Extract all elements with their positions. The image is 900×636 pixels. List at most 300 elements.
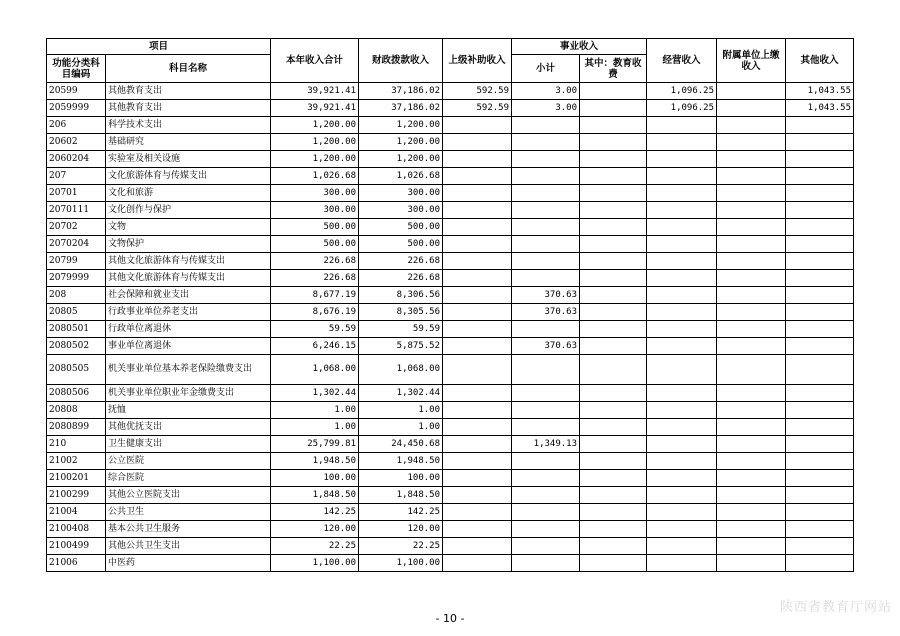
code-cell: 2080899 — [47, 419, 106, 436]
fiscal-cell: 1,200.00 — [359, 117, 443, 134]
other-cell — [786, 219, 854, 236]
fiscal-cell: 500.00 — [359, 219, 443, 236]
subtotal-cell — [512, 185, 580, 202]
education-fee-cell — [580, 402, 647, 419]
total-cell: 226.68 — [271, 253, 359, 270]
affiliated-cell — [717, 270, 786, 287]
fiscal-cell: 300.00 — [359, 202, 443, 219]
superior-cell — [443, 555, 512, 572]
other-cell — [786, 453, 854, 470]
affiliated-cell — [717, 338, 786, 355]
subtotal-cell: 3.00 — [512, 83, 580, 100]
operating-cell — [647, 202, 717, 219]
subtotal-cell — [512, 402, 580, 419]
table-row — [47, 287, 854, 304]
other-cell — [786, 385, 854, 402]
other-cell — [786, 287, 854, 304]
superior-cell — [443, 355, 512, 385]
fiscal-cell: 1,302.44 — [359, 385, 443, 402]
total-cell: 1,068.00 — [271, 355, 359, 385]
subtotal-cell: 1,349.13 — [512, 436, 580, 453]
education-fee-cell — [580, 385, 647, 402]
header-superior: 上级补助收入 — [443, 39, 512, 83]
operating-cell: 1,096.25 — [647, 100, 717, 117]
subtotal-cell — [512, 419, 580, 436]
fiscal-cell: 1,026.68 — [359, 168, 443, 185]
name-cell: 机关事业单位职业年金缴费支出 — [106, 385, 271, 402]
code-cell: 2080502 — [47, 338, 106, 355]
name-cell: 中医药 — [106, 555, 271, 572]
table-row — [47, 521, 854, 538]
affiliated-cell — [717, 521, 786, 538]
subtotal-cell — [512, 117, 580, 134]
total-cell: 1,948.50 — [271, 453, 359, 470]
affiliated-cell — [717, 83, 786, 100]
total-cell: 142.25 — [271, 504, 359, 521]
education-fee-cell — [580, 270, 647, 287]
fiscal-cell: 300.00 — [359, 185, 443, 202]
operating-cell — [647, 321, 717, 338]
name-cell: 科学技术支出 — [106, 117, 271, 134]
subtotal-cell — [512, 253, 580, 270]
fiscal-cell: 8,305.56 — [359, 304, 443, 321]
superior-cell — [443, 419, 512, 436]
name-cell: 基础研究 — [106, 134, 271, 151]
other-cell — [786, 151, 854, 168]
affiliated-cell — [717, 321, 786, 338]
other-cell — [786, 253, 854, 270]
total-cell: 1,200.00 — [271, 134, 359, 151]
total-cell: 1,100.00 — [271, 555, 359, 572]
total-cell: 8,676.19 — [271, 304, 359, 321]
code-cell: 2070204 — [47, 236, 106, 253]
total-cell: 1.00 — [271, 402, 359, 419]
name-cell: 文化和旅游 — [106, 185, 271, 202]
fiscal-cell: 1,848.50 — [359, 487, 443, 504]
other-cell — [786, 236, 854, 253]
affiliated-cell — [717, 470, 786, 487]
superior-cell — [443, 287, 512, 304]
code-cell: 20702 — [47, 219, 106, 236]
table-row — [47, 385, 854, 402]
fiscal-cell: 120.00 — [359, 521, 443, 538]
other-cell — [786, 304, 854, 321]
code-cell: 2079999 — [47, 270, 106, 287]
operating-cell — [647, 117, 717, 134]
education-fee-cell — [580, 168, 647, 185]
affiliated-cell — [717, 487, 786, 504]
total-cell: 120.00 — [271, 521, 359, 538]
code-cell: 20599 — [47, 83, 106, 100]
code-cell: 21006 — [47, 555, 106, 572]
other-cell — [786, 487, 854, 504]
affiliated-cell — [717, 134, 786, 151]
other-cell — [786, 470, 854, 487]
fiscal-cell: 24,450.68 — [359, 436, 443, 453]
code-cell: 20799 — [47, 253, 106, 270]
fiscal-cell: 1,200.00 — [359, 151, 443, 168]
name-cell: 实验室及相关设施 — [106, 151, 271, 168]
affiliated-cell — [717, 202, 786, 219]
subtotal-cell — [512, 453, 580, 470]
education-fee-cell — [580, 287, 647, 304]
name-cell: 事业单位离退休 — [106, 338, 271, 355]
name-cell: 文物保护 — [106, 236, 271, 253]
affiliated-cell — [717, 304, 786, 321]
operating-cell — [647, 168, 717, 185]
other-cell — [786, 504, 854, 521]
header-subject-name: 科目名称 — [106, 55, 271, 83]
name-cell: 行政事业单位养老支出 — [106, 304, 271, 321]
operating-cell — [647, 504, 717, 521]
table-row — [47, 436, 854, 453]
total-cell: 300.00 — [271, 202, 359, 219]
education-fee-cell — [580, 304, 647, 321]
education-fee-cell — [580, 321, 647, 338]
superior-cell — [443, 151, 512, 168]
table-row — [47, 321, 854, 338]
total-cell: 1,026.68 — [271, 168, 359, 185]
education-fee-cell — [580, 236, 647, 253]
table-row — [47, 555, 854, 572]
code-cell: 20602 — [47, 134, 106, 151]
operating-cell — [647, 270, 717, 287]
subtotal-cell — [512, 504, 580, 521]
table-row — [47, 236, 854, 253]
affiliated-cell — [717, 117, 786, 134]
other-cell — [786, 436, 854, 453]
total-cell: 59.59 — [271, 321, 359, 338]
code-cell: 2080501 — [47, 321, 106, 338]
education-fee-cell — [580, 504, 647, 521]
table-row — [47, 151, 854, 168]
name-cell: 机关事业单位基本养老保险缴费支出 — [106, 355, 271, 385]
header-education-fee: 其中：教育收费 — [580, 55, 647, 83]
operating-cell — [647, 487, 717, 504]
education-fee-cell — [580, 470, 647, 487]
name-cell: 基本公共卫生服务 — [106, 521, 271, 538]
name-cell: 文化旅游体育与传媒支出 — [106, 168, 271, 185]
header-total-income: 本年收入合计 — [271, 39, 359, 83]
fiscal-cell: 5,875.52 — [359, 338, 443, 355]
operating-cell — [647, 419, 717, 436]
superior-cell — [443, 338, 512, 355]
header-item: 项目 — [47, 39, 271, 55]
table-row — [47, 304, 854, 321]
table-row — [47, 419, 854, 436]
header-subtotal: 小计 — [512, 55, 580, 83]
subtotal-cell — [512, 555, 580, 572]
total-cell: 100.00 — [271, 470, 359, 487]
fiscal-cell: 226.68 — [359, 253, 443, 270]
name-cell: 其他公共卫生支出 — [106, 538, 271, 555]
subtotal-cell — [512, 385, 580, 402]
superior-cell — [443, 436, 512, 453]
total-cell: 39,921.41 — [271, 100, 359, 117]
code-cell: 20701 — [47, 185, 106, 202]
other-cell — [786, 202, 854, 219]
other-cell — [786, 555, 854, 572]
superior-cell — [443, 487, 512, 504]
table-row — [47, 470, 854, 487]
table-row — [47, 338, 854, 355]
table-row — [47, 83, 854, 100]
total-cell: 226.68 — [271, 270, 359, 287]
education-fee-cell — [580, 419, 647, 436]
total-cell: 500.00 — [271, 219, 359, 236]
superior-cell — [443, 321, 512, 338]
subtotal-cell: 370.63 — [512, 338, 580, 355]
fiscal-cell: 22.25 — [359, 538, 443, 555]
operating-cell — [647, 236, 717, 253]
operating-cell — [647, 521, 717, 538]
total-cell: 500.00 — [271, 236, 359, 253]
superior-cell — [443, 504, 512, 521]
affiliated-cell — [717, 355, 786, 385]
superior-cell — [443, 453, 512, 470]
superior-cell — [443, 185, 512, 202]
superior-cell — [443, 521, 512, 538]
fiscal-cell: 226.68 — [359, 270, 443, 287]
page-number: - 10 - — [435, 612, 465, 625]
operating-cell — [647, 538, 717, 555]
education-fee-cell — [580, 521, 647, 538]
name-cell: 公共卫生 — [106, 504, 271, 521]
education-fee-cell — [580, 436, 647, 453]
table-row — [47, 219, 854, 236]
subtotal-cell — [512, 321, 580, 338]
superior-cell — [443, 117, 512, 134]
total-cell: 8,677.19 — [271, 287, 359, 304]
table-row — [47, 487, 854, 504]
operating-cell — [647, 134, 717, 151]
code-cell: 2070111 — [47, 202, 106, 219]
code-cell: 207 — [47, 168, 106, 185]
code-cell: 2080505 — [47, 355, 106, 385]
affiliated-cell — [717, 504, 786, 521]
table-row — [47, 117, 854, 134]
subtotal-cell: 370.63 — [512, 287, 580, 304]
table-row — [47, 134, 854, 151]
education-fee-cell — [580, 83, 647, 100]
total-cell: 39,921.41 — [271, 83, 359, 100]
superior-cell — [443, 270, 512, 287]
subtotal-cell — [512, 487, 580, 504]
table-body — [47, 83, 854, 572]
education-fee-cell — [580, 151, 647, 168]
header-business: 事业收入 — [512, 39, 647, 55]
code-cell: 21002 — [47, 453, 106, 470]
name-cell: 其他文化旅游体育与传媒支出 — [106, 270, 271, 287]
total-cell: 1.00 — [271, 419, 359, 436]
fiscal-cell: 37,186.02 — [359, 83, 443, 100]
code-cell: 2100299 — [47, 487, 106, 504]
table-row — [47, 453, 854, 470]
header-affiliated: 附属单位上缴收入 — [717, 39, 786, 83]
other-cell — [786, 134, 854, 151]
fiscal-cell: 1.00 — [359, 419, 443, 436]
affiliated-cell — [717, 453, 786, 470]
subtotal-cell — [512, 470, 580, 487]
name-cell: 其他文化旅游体育与传媒支出 — [106, 253, 271, 270]
table-row — [47, 538, 854, 555]
operating-cell — [647, 253, 717, 270]
name-cell: 其他教育支出 — [106, 83, 271, 100]
subtotal-cell — [512, 521, 580, 538]
superior-cell — [443, 134, 512, 151]
name-cell: 抚恤 — [106, 402, 271, 419]
operating-cell — [647, 304, 717, 321]
fiscal-cell: 37,186.02 — [359, 100, 443, 117]
subtotal-cell: 3.00 — [512, 100, 580, 117]
code-cell: 2060204 — [47, 151, 106, 168]
operating-cell: 1,096.25 — [647, 83, 717, 100]
name-cell: 综合医院 — [106, 470, 271, 487]
code-cell: 2100408 — [47, 521, 106, 538]
education-fee-cell — [580, 555, 647, 572]
fiscal-cell: 1,100.00 — [359, 555, 443, 572]
other-cell — [786, 402, 854, 419]
name-cell: 行政单位离退休 — [106, 321, 271, 338]
superior-cell — [443, 253, 512, 270]
total-cell: 1,848.50 — [271, 487, 359, 504]
code-cell: 20805 — [47, 304, 106, 321]
superior-cell — [443, 470, 512, 487]
affiliated-cell — [717, 385, 786, 402]
superior-cell: 592.59 — [443, 100, 512, 117]
subtotal-cell — [512, 270, 580, 287]
fiscal-cell: 1,200.00 — [359, 134, 443, 151]
fiscal-cell: 59.59 — [359, 321, 443, 338]
code-cell: 20808 — [47, 402, 106, 419]
operating-cell — [647, 555, 717, 572]
subtotal-cell — [512, 168, 580, 185]
code-cell: 208 — [47, 287, 106, 304]
fiscal-cell: 142.25 — [359, 504, 443, 521]
superior-cell — [443, 168, 512, 185]
operating-cell — [647, 151, 717, 168]
table-row — [47, 355, 854, 385]
affiliated-cell — [717, 185, 786, 202]
operating-cell — [647, 219, 717, 236]
education-fee-cell — [580, 355, 647, 385]
code-cell: 206 — [47, 117, 106, 134]
header-other: 其他收入 — [786, 39, 854, 83]
table-row — [47, 185, 854, 202]
other-cell — [786, 338, 854, 355]
subtotal-cell — [512, 236, 580, 253]
other-cell — [786, 270, 854, 287]
affiliated-cell — [717, 100, 786, 117]
code-cell: 21004 — [47, 504, 106, 521]
other-cell — [786, 117, 854, 134]
other-cell: 1,043.55 — [786, 100, 854, 117]
other-cell — [786, 185, 854, 202]
fiscal-cell: 100.00 — [359, 470, 443, 487]
header-func-code: 功能分类科目编码 — [47, 55, 106, 83]
total-cell: 22.25 — [271, 538, 359, 555]
superior-cell — [443, 538, 512, 555]
operating-cell — [647, 338, 717, 355]
superior-cell — [443, 202, 512, 219]
subtotal-cell — [512, 219, 580, 236]
other-cell — [786, 168, 854, 185]
table-row — [47, 402, 854, 419]
subtotal-cell — [512, 202, 580, 219]
total-cell: 1,302.44 — [271, 385, 359, 402]
name-cell: 其他教育支出 — [106, 100, 271, 117]
education-fee-cell — [580, 338, 647, 355]
education-fee-cell — [580, 453, 647, 470]
name-cell: 其他优抚支出 — [106, 419, 271, 436]
superior-cell — [443, 236, 512, 253]
table-row — [47, 202, 854, 219]
table-row — [47, 100, 854, 117]
table-row — [47, 253, 854, 270]
name-cell: 卫生健康支出 — [106, 436, 271, 453]
other-cell — [786, 538, 854, 555]
education-fee-cell — [580, 134, 647, 151]
other-cell — [786, 521, 854, 538]
code-cell: 2100499 — [47, 538, 106, 555]
name-cell: 文物 — [106, 219, 271, 236]
affiliated-cell — [717, 436, 786, 453]
affiliated-cell — [717, 219, 786, 236]
affiliated-cell — [717, 287, 786, 304]
subtotal-cell — [512, 355, 580, 385]
code-cell: 2059999 — [47, 100, 106, 117]
affiliated-cell — [717, 168, 786, 185]
education-fee-cell — [580, 185, 647, 202]
affiliated-cell — [717, 538, 786, 555]
superior-cell — [443, 385, 512, 402]
subtotal-cell — [512, 134, 580, 151]
affiliated-cell — [717, 419, 786, 436]
header-operating: 经营收入 — [647, 39, 717, 83]
operating-cell — [647, 402, 717, 419]
watermark: 陕西省教育厅网站 — [779, 600, 892, 615]
other-cell: 1,043.55 — [786, 83, 854, 100]
fiscal-cell: 1,068.00 — [359, 355, 443, 385]
operating-cell — [647, 185, 717, 202]
fiscal-cell: 8,306.56 — [359, 287, 443, 304]
total-cell: 1,200.00 — [271, 151, 359, 168]
header-fiscal: 财政拨款收入 — [359, 39, 443, 83]
operating-cell — [647, 385, 717, 402]
table-row — [47, 504, 854, 521]
education-fee-cell — [580, 219, 647, 236]
budget-table — [46, 38, 854, 572]
education-fee-cell — [580, 202, 647, 219]
total-cell: 6,246.15 — [271, 338, 359, 355]
affiliated-cell — [717, 402, 786, 419]
name-cell: 其他公立医院支出 — [106, 487, 271, 504]
code-cell: 210 — [47, 436, 106, 453]
education-fee-cell — [580, 487, 647, 504]
subtotal-cell — [512, 538, 580, 555]
affiliated-cell — [717, 555, 786, 572]
code-cell: 2100201 — [47, 470, 106, 487]
superior-cell: 592.59 — [443, 83, 512, 100]
table-row — [47, 270, 854, 287]
education-fee-cell — [580, 253, 647, 270]
code-cell: 2080506 — [47, 385, 106, 402]
name-cell: 文化创作与保护 — [106, 202, 271, 219]
name-cell: 公立医院 — [106, 453, 271, 470]
superior-cell — [443, 219, 512, 236]
other-cell — [786, 419, 854, 436]
other-cell — [786, 355, 854, 385]
